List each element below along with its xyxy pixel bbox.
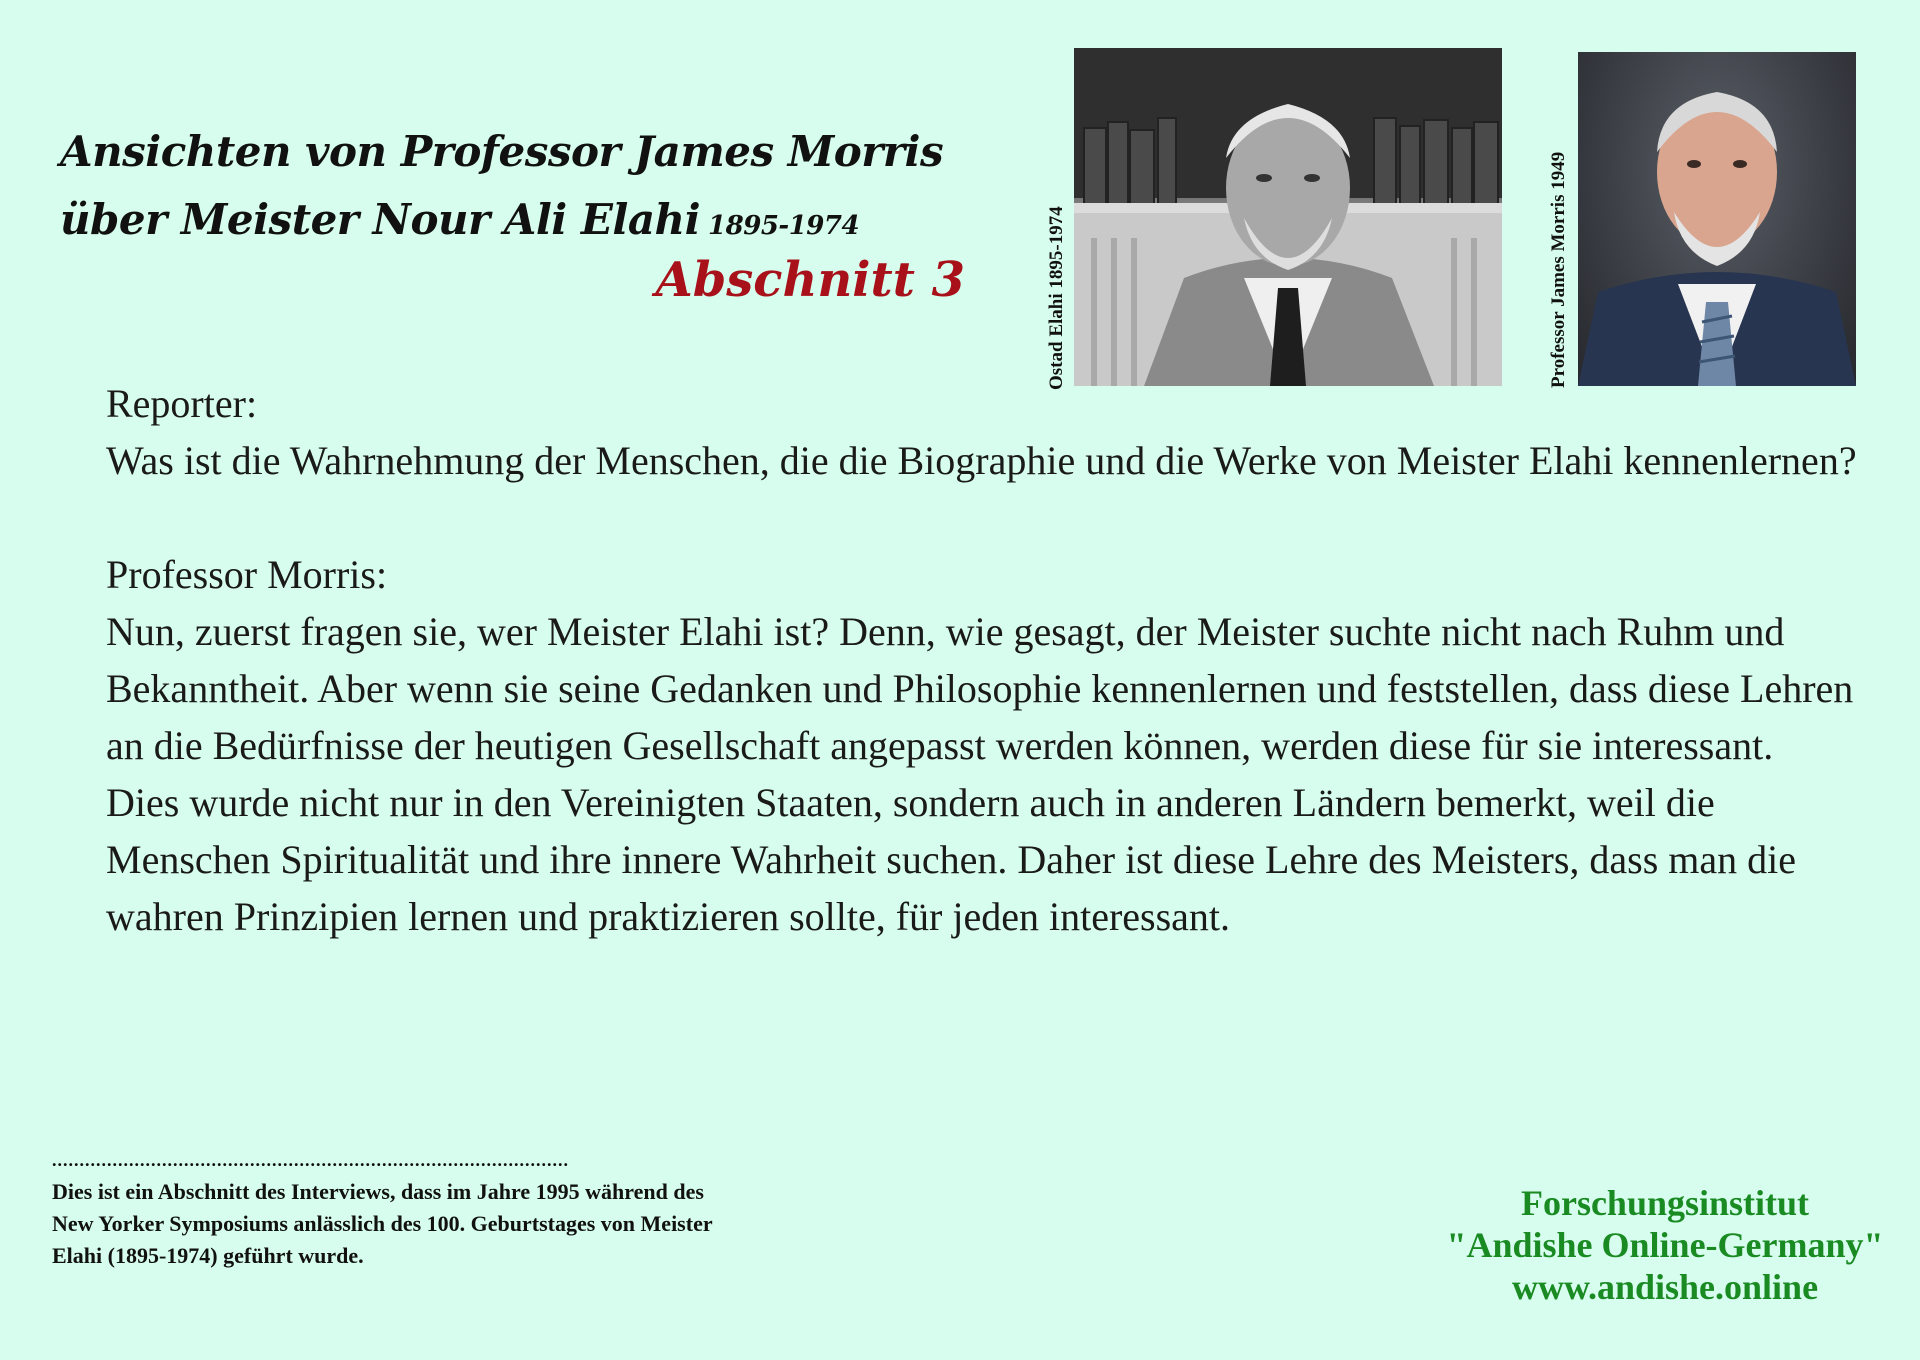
morris-photo xyxy=(1578,52,1856,386)
title-block xyxy=(60,118,980,260)
morris-photo-caption: Professor James Morris 1949 xyxy=(1548,151,1569,388)
elahi-photo xyxy=(1074,48,1502,386)
reporter-question: Was ist die Wahrnehmung der Menschen, die die Biographie und die Werke von Meister Elahi kennenlernen? xyxy=(106,438,1857,483)
title-line-1: Ansichten von Professor James Morris xyxy=(60,127,944,176)
interview-text xyxy=(106,375,1866,945)
title-years: 1895-1974 xyxy=(708,211,860,241)
institute-name: Forschungsinstitut xyxy=(1520,1183,1810,1223)
institute-title: "Andishe Online-Germany" xyxy=(1446,1225,1884,1265)
title-line-2-text: über Meister Nour Ali Elahi xyxy=(60,195,701,244)
elahi-photo-caption: Ostad Elahi 1895-1974 xyxy=(1046,206,1067,390)
paragraph-gap xyxy=(106,489,1866,546)
professor-answer-part-2: Dies wurde nicht nur in den Vereinigten Staaten, sondern auch in anderen Ländern bemerkt, weil die Menschen Spiritualität und ihre innere Wahrheit suchen. Daher ist diese Lehre des Meisters, dass man die wahren Prinzipien lernen und praktizieren sollte, für jeden interessant. xyxy=(106,780,1796,939)
institute-website: www.andishe.online xyxy=(1511,1267,1819,1307)
professor-label: Professor Morris: xyxy=(106,552,388,597)
reporter-label: Reporter: xyxy=(106,381,258,426)
institute-credit xyxy=(1400,1182,1920,1308)
professor-answer-part-1: Nun, zuerst fragen sie, wer Meister Elahi ist? Denn, wie gesagt, der Meister suchte nicht nach Ruhm und Bekanntheit. Aber wenn sie seine Gedanken und Philosophie kennenlernen und feststellen, dass diese Lehren an die Bedürfnisse der heutigen Gesellschaft angepasst werden können, werden diese für sie interessant. xyxy=(106,609,1854,768)
footnote xyxy=(52,1150,742,1272)
footnote-separator: .............................................................................................. xyxy=(52,1150,569,1170)
elahi-portrait-image xyxy=(1074,48,1502,386)
section-label: Abschnitt 3 xyxy=(655,252,965,308)
morris-portrait-image xyxy=(1578,52,1856,386)
footnote-text: Dies ist ein Abschnitt des Interviews, dass im Jahre 1995 während des New Yorker Symposiums anlässlich des 100. Geburtstages von Meister Elahi (1895-1974) geführt wurde. xyxy=(52,1179,713,1268)
title-line-2 xyxy=(60,186,980,260)
